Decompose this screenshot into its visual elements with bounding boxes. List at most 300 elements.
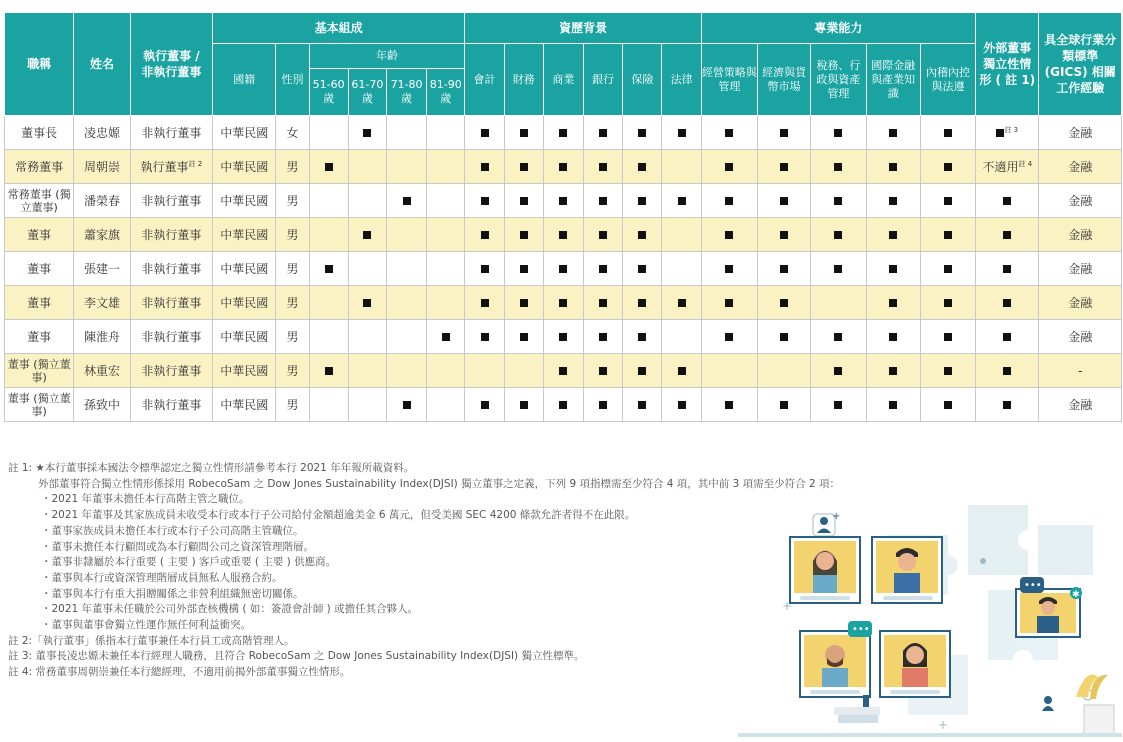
col-bg-accounting: 會計 [465, 44, 504, 116]
check-mark-icon [520, 401, 528, 409]
cell-exp-tax [811, 320, 866, 354]
check-mark-icon [559, 367, 567, 375]
table-row [5, 320, 1122, 354]
cell-exec [130, 184, 212, 218]
cell-text: 中華民國 [220, 160, 269, 174]
cell-gics [1039, 252, 1122, 286]
check-mark-icon [834, 129, 842, 137]
cell-bg-insurance [623, 320, 662, 354]
check-mark-icon [889, 231, 897, 239]
check-mark-icon [1003, 401, 1011, 409]
age-group-header: 年齡 [309, 44, 465, 69]
cell-bg-accounting [465, 150, 504, 184]
cell-exp-economics [758, 320, 811, 354]
table-row [5, 218, 1122, 252]
cell-exp-strategy [701, 388, 757, 422]
cell-bg-insurance [623, 218, 662, 252]
check-mark-icon [1003, 299, 1011, 307]
cell-text: 常務董事 [15, 160, 64, 174]
cell-bg-insurance [623, 184, 662, 218]
cell-text: 董事 (獨立董事) [7, 391, 71, 418]
cell-age-81-90 [427, 354, 465, 388]
cell-exp-intl-finance [866, 184, 920, 218]
check-mark-icon [780, 231, 788, 239]
note-1: 註 1: ★本行董事採本國法令標準認定之獨立性情形請參考本行 2021 年年報所載資料。 [8, 462, 415, 474]
cell-exp-intl-finance [866, 150, 920, 184]
cell-age-71-80 [386, 388, 426, 422]
check-mark-icon [520, 299, 528, 307]
cell-bg-business [543, 218, 583, 252]
cell-bg-business [543, 184, 583, 218]
check-mark-icon [780, 299, 788, 307]
cell-text: 董事 [27, 330, 52, 344]
note-4: 註 4: 常務董事周朝崇兼任本行總經理，不適用前揭外部董事獨立性情形。 [8, 666, 351, 679]
cell-bg-insurance [623, 252, 662, 286]
cell-nationality [213, 252, 276, 286]
cell-text: - [1078, 363, 1083, 378]
check-mark-icon [889, 401, 897, 409]
cell-age-71-80 [386, 150, 426, 184]
cell-bg-law [662, 184, 701, 218]
check-mark-icon [559, 197, 567, 205]
check-mark-icon [678, 129, 686, 137]
cell-bg-banking [584, 286, 623, 320]
svg-text:✱: ✱ [1072, 590, 1080, 600]
check-mark-icon [325, 163, 333, 171]
cell-exp-audit [920, 320, 975, 354]
col-exp-strategy: 經營策略與管理 [701, 44, 757, 116]
note-1-criteria-7: ・董事與本行有重大捐贈關係之非營利組織無密切關係。 [41, 587, 304, 600]
cell-bg-finance [504, 252, 543, 286]
cell-gender [276, 354, 309, 388]
col-bg-business: 商業 [543, 44, 583, 116]
cell-name [74, 286, 130, 320]
check-mark-icon [599, 401, 607, 409]
cell-text: 金融 [1068, 160, 1093, 174]
cell-bg-finance [504, 184, 543, 218]
cell-exp-intl-finance [866, 388, 920, 422]
col-exp-audit: 內稽內控與法遵 [920, 44, 975, 116]
check-mark-icon [944, 163, 952, 171]
col-bg-insurance: 保險 [623, 44, 662, 116]
cell-age-71-80 [386, 354, 426, 388]
note-1-criteria-9: ・董事與董事會獨立性運作無任何利益衝突。 [41, 619, 251, 632]
cell-gics [1039, 354, 1122, 388]
cell-age-61-70 [348, 286, 386, 320]
cell-bg-business [543, 354, 583, 388]
cell-exp-audit [920, 116, 975, 150]
cell-independence [976, 116, 1039, 150]
cell-bg-business [543, 252, 583, 286]
col-nationality-header: 國籍 [213, 44, 276, 116]
cell-exp-strategy [701, 286, 757, 320]
check-mark-icon [638, 129, 646, 137]
cell-text: 孫致中 [83, 398, 120, 412]
cell-text: 中華民國 [220, 126, 269, 140]
cell-exp-intl-finance [866, 252, 920, 286]
svg-text:+: + [938, 718, 949, 732]
cell-age-51-60 [309, 388, 348, 422]
check-mark-icon [325, 265, 333, 273]
check-mark-icon [780, 333, 788, 341]
cell-title [5, 388, 74, 422]
cell-bg-accounting [465, 116, 504, 150]
note-1-criteria-8: ・2021 年董事未任職於公司外部查核機構 ( 如：簽證會計師 ) 或擔任其合夥人。 [41, 603, 419, 616]
cell-nationality [213, 354, 276, 388]
cell-exp-strategy [701, 218, 757, 252]
col-age-61-70: 61-70 歲 [348, 69, 386, 116]
plant-pot-icon [1076, 675, 1114, 736]
cell-exp-audit [920, 252, 975, 286]
cell-nationality [213, 150, 276, 184]
cell-text: 董事 [27, 296, 52, 310]
cell-bg-business [543, 320, 583, 354]
cell-age-71-80 [386, 116, 426, 150]
cell-text: 董事 [27, 228, 52, 242]
note-1-criteria-2: ・2021 年董事及其家族成員未收受本行或本行子公司給付金額超逾美金 6 萬元，但受美國 SEC 4200 條款允許者得不在此限。 [41, 509, 636, 522]
col-age-71-80: 71-80 歲 [386, 69, 426, 116]
check-mark-icon [403, 401, 411, 409]
check-mark-icon [944, 129, 952, 137]
check-mark-icon [481, 231, 489, 239]
cell-text: 中華民國 [220, 262, 269, 276]
cell-text: 男 [286, 398, 299, 412]
check-mark-icon [638, 367, 646, 375]
board-composition-table [4, 12, 1122, 422]
col-exp-economics: 經濟與貨幣市場 [758, 44, 811, 116]
cell-bg-finance [504, 116, 543, 150]
cell-bg-banking [584, 354, 623, 388]
check-mark-icon [599, 265, 607, 273]
check-mark-icon [944, 197, 952, 205]
cell-exp-economics [758, 218, 811, 252]
col-independence-header: 外部董事獨立性情形 ( 註 1) [976, 13, 1039, 116]
cell-bg-insurance [623, 354, 662, 388]
check-mark-icon [559, 333, 567, 341]
cell-age-61-70 [348, 388, 386, 422]
cell-exp-economics [758, 150, 811, 184]
cell-text: 非執行董事 [141, 296, 202, 310]
check-mark-icon [638, 265, 646, 273]
cell-text: 中華民國 [220, 330, 269, 344]
cell-age-51-60 [309, 116, 348, 150]
svg-text:•••: ••• [1024, 580, 1042, 591]
check-mark-icon [481, 401, 489, 409]
cell-text: 金融 [1068, 296, 1093, 310]
col-age-51-60: 51-60 歲 [309, 69, 348, 116]
check-mark-icon [678, 401, 686, 409]
cell-text: 中華民國 [220, 228, 269, 242]
cell-age-61-70 [348, 150, 386, 184]
cell-gender [276, 218, 309, 252]
participant-tile-man [872, 537, 942, 603]
cell-exec [130, 286, 212, 320]
cell-title [5, 320, 74, 354]
cell-text: 非執行董事 [141, 364, 202, 378]
cell-age-71-80 [386, 252, 426, 286]
group-expertise-header: 專業能力 [701, 13, 975, 44]
check-mark-icon [559, 231, 567, 239]
cell-exec [130, 388, 212, 422]
cell-exp-intl-finance [866, 116, 920, 150]
cell-gics [1039, 320, 1122, 354]
cell-name [74, 218, 130, 252]
check-mark-icon [889, 129, 897, 137]
cell-exp-strategy [701, 184, 757, 218]
check-mark-icon [325, 367, 333, 375]
cell-name [74, 320, 130, 354]
table-row [5, 116, 1122, 150]
cell-name [74, 116, 130, 150]
cell-age-71-80 [386, 218, 426, 252]
note-1-criteria-6: ・董事與本行或資深管理階層成員無私人服務合約。 [41, 571, 283, 584]
cell-text: 董事 [27, 262, 52, 276]
svg-text:•••: ••• [852, 624, 870, 635]
cell-age-61-70 [348, 184, 386, 218]
cell-text: 金融 [1068, 194, 1093, 208]
cell-bg-accounting [465, 218, 504, 252]
check-mark-icon [725, 333, 733, 341]
cell-exp-economics [758, 252, 811, 286]
note-1-criteria-3: ・董事家族成員未擔任本行或本行子公司高階主管職位。 [41, 524, 304, 537]
cell-text: 陳淮舟 [83, 330, 120, 344]
check-mark-icon [834, 163, 842, 171]
table-row [5, 286, 1122, 320]
cell-exp-tax [811, 184, 866, 218]
cell-age-51-60 [309, 184, 348, 218]
cell-text: 不適用 [982, 160, 1019, 174]
check-mark-icon [944, 401, 952, 409]
cell-text: 金融 [1068, 126, 1093, 140]
cell-age-61-70 [348, 252, 386, 286]
check-mark-icon [481, 197, 489, 205]
cell-exp-audit [920, 388, 975, 422]
cell-bg-banking [584, 388, 623, 422]
video-meeting-illustration [738, 495, 1122, 741]
cell-text: 金融 [1068, 262, 1093, 276]
book-stack-icon [834, 695, 880, 723]
cell-text: 常務董事 (獨立董事) [7, 187, 71, 214]
check-mark-icon [481, 265, 489, 273]
check-mark-icon [481, 129, 489, 137]
cell-title [5, 218, 74, 252]
cell-bg-insurance [623, 388, 662, 422]
svg-text:+: + [782, 599, 793, 613]
col-exec-header: 執行董事 / 非執行董事 [130, 13, 212, 116]
cell-independence [976, 388, 1039, 422]
check-mark-icon [599, 197, 607, 205]
cell-gics [1039, 388, 1122, 422]
cell-gender [276, 320, 309, 354]
cell-nationality [213, 184, 276, 218]
cell-gender [276, 150, 309, 184]
check-mark-icon [403, 197, 411, 205]
cell-text: 男 [286, 228, 299, 242]
cell-exp-tax [811, 286, 866, 320]
cell-gics [1039, 150, 1122, 184]
cell-age-81-90 [427, 320, 465, 354]
cell-bg-accounting [465, 286, 504, 320]
cell-text: 凌忠嫄 [83, 126, 120, 140]
check-mark-icon [725, 163, 733, 171]
cell-gender [276, 252, 309, 286]
table-row [5, 252, 1122, 286]
check-mark-icon [834, 367, 842, 375]
cell-bg-finance [504, 150, 543, 184]
check-mark-icon [1003, 265, 1011, 273]
check-mark-icon [638, 163, 646, 171]
check-mark-icon [442, 333, 450, 341]
check-mark-icon [725, 401, 733, 409]
footnote-ref: 註 2 [188, 160, 203, 168]
participant-tile-woman-2 [880, 631, 950, 697]
check-mark-icon [638, 231, 646, 239]
check-mark-icon [678, 299, 686, 307]
table-row [5, 184, 1122, 218]
participant-tile-waving-man [1016, 577, 1082, 637]
col-gics-header: 具全球行業分類標準 (GICS) 相關工作經驗 [1039, 13, 1122, 116]
cell-text: 非執行董事 [141, 330, 202, 344]
check-mark-icon [889, 163, 897, 171]
cell-bg-law [662, 388, 701, 422]
cell-exp-tax [811, 218, 866, 252]
cell-bg-insurance [623, 286, 662, 320]
check-mark-icon [481, 333, 489, 341]
cell-bg-law [662, 252, 701, 286]
note-2: 註 2:「執行董事」係指本行董事兼任本行員工或高階管理人。 [8, 634, 295, 647]
cell-exp-strategy [701, 252, 757, 286]
check-mark-icon [599, 333, 607, 341]
cell-exec [130, 150, 212, 184]
cell-bg-law [662, 116, 701, 150]
footnote-ref: 註 4 [1018, 160, 1033, 168]
check-mark-icon [834, 401, 842, 409]
check-mark-icon [725, 197, 733, 205]
cell-gender [276, 388, 309, 422]
cell-exp-strategy [701, 354, 757, 388]
cell-gics [1039, 286, 1122, 320]
check-mark-icon [638, 197, 646, 205]
cell-exp-audit [920, 286, 975, 320]
cell-bg-law [662, 218, 701, 252]
col-exp-intl-finance: 國際金融與產業知識 [866, 44, 920, 116]
cell-age-81-90 [427, 388, 465, 422]
cell-nationality [213, 286, 276, 320]
cell-bg-business [543, 286, 583, 320]
check-mark-icon [834, 231, 842, 239]
cell-exp-economics [758, 184, 811, 218]
cell-independence [976, 150, 1039, 184]
group-background-header: 資歷背景 [465, 13, 701, 44]
cell-text: 中華民國 [220, 296, 269, 310]
check-mark-icon [834, 197, 842, 205]
table-row [5, 354, 1122, 388]
cell-exec [130, 252, 212, 286]
cell-exp-economics [758, 286, 811, 320]
check-mark-icon [559, 299, 567, 307]
cell-text: 男 [286, 330, 299, 344]
cell-text: 非執行董事 [141, 126, 202, 140]
cell-text: 非執行董事 [141, 398, 202, 412]
cell-age-61-70 [348, 218, 386, 252]
cell-gender [276, 116, 309, 150]
cell-name [74, 354, 130, 388]
board-table-body [5, 116, 1122, 422]
check-mark-icon [1003, 231, 1011, 239]
cell-text: 中華民國 [220, 398, 269, 412]
cell-exp-economics [758, 388, 811, 422]
cell-bg-banking [584, 320, 623, 354]
check-mark-icon [889, 265, 897, 273]
cell-bg-accounting [465, 320, 504, 354]
cell-bg-banking [584, 150, 623, 184]
check-mark-icon [599, 299, 607, 307]
cell-exp-tax [811, 150, 866, 184]
cell-text: 林重宏 [83, 364, 120, 378]
cell-bg-business [543, 388, 583, 422]
note-1-criteria-1: ・2021 年董事未擔任本行高階主管之職位。 [41, 493, 250, 506]
cell-text: 非執行董事 [141, 262, 202, 276]
cell-text: 張建一 [83, 262, 120, 276]
cell-age-71-80 [386, 320, 426, 354]
check-mark-icon [944, 333, 952, 341]
cell-age-61-70 [348, 116, 386, 150]
cell-bg-law [662, 150, 701, 184]
col-name-header: 姓名 [74, 13, 130, 116]
check-mark-icon [481, 163, 489, 171]
check-mark-icon [780, 197, 788, 205]
cell-title [5, 184, 74, 218]
check-mark-icon [725, 231, 733, 239]
cell-exp-strategy [701, 320, 757, 354]
cell-bg-law [662, 354, 701, 388]
table-row [5, 388, 1122, 422]
note-3: 註 3: 董事長凌忠嫄未兼任本行經理人職務，且符合 RobecoSam 之 Dow Jones Sustainability Index(DJSI) 獨立性標準。 [8, 650, 585, 663]
cell-nationality [213, 116, 276, 150]
cell-text: 非執行董事 [141, 228, 202, 242]
cell-bg-accounting [465, 388, 504, 422]
cell-gics [1039, 218, 1122, 252]
check-mark-icon [944, 231, 952, 239]
cell-text: 董事 (獨立董事) [7, 357, 71, 384]
check-mark-icon [889, 299, 897, 307]
cell-age-81-90 [427, 116, 465, 150]
cell-independence [976, 320, 1039, 354]
cell-independence [976, 252, 1039, 286]
user-plus-icon [813, 511, 840, 536]
cell-exp-intl-finance [866, 354, 920, 388]
cell-age-51-60 [309, 218, 348, 252]
cell-exp-intl-finance [866, 286, 920, 320]
check-mark-icon [638, 401, 646, 409]
check-mark-icon [363, 299, 371, 307]
check-mark-icon [520, 129, 528, 137]
cell-age-81-90 [427, 150, 465, 184]
cell-exp-strategy [701, 150, 757, 184]
check-mark-icon [1003, 367, 1011, 375]
cell-gics [1039, 184, 1122, 218]
cell-bg-insurance [623, 116, 662, 150]
cell-text: 中華民國 [220, 194, 269, 208]
cell-bg-banking [584, 184, 623, 218]
cell-independence [976, 218, 1039, 252]
cell-exec [130, 320, 212, 354]
cell-age-51-60 [309, 252, 348, 286]
cell-bg-banking [584, 116, 623, 150]
cell-bg-accounting [465, 354, 504, 388]
check-mark-icon [520, 197, 528, 205]
check-mark-icon [889, 197, 897, 205]
